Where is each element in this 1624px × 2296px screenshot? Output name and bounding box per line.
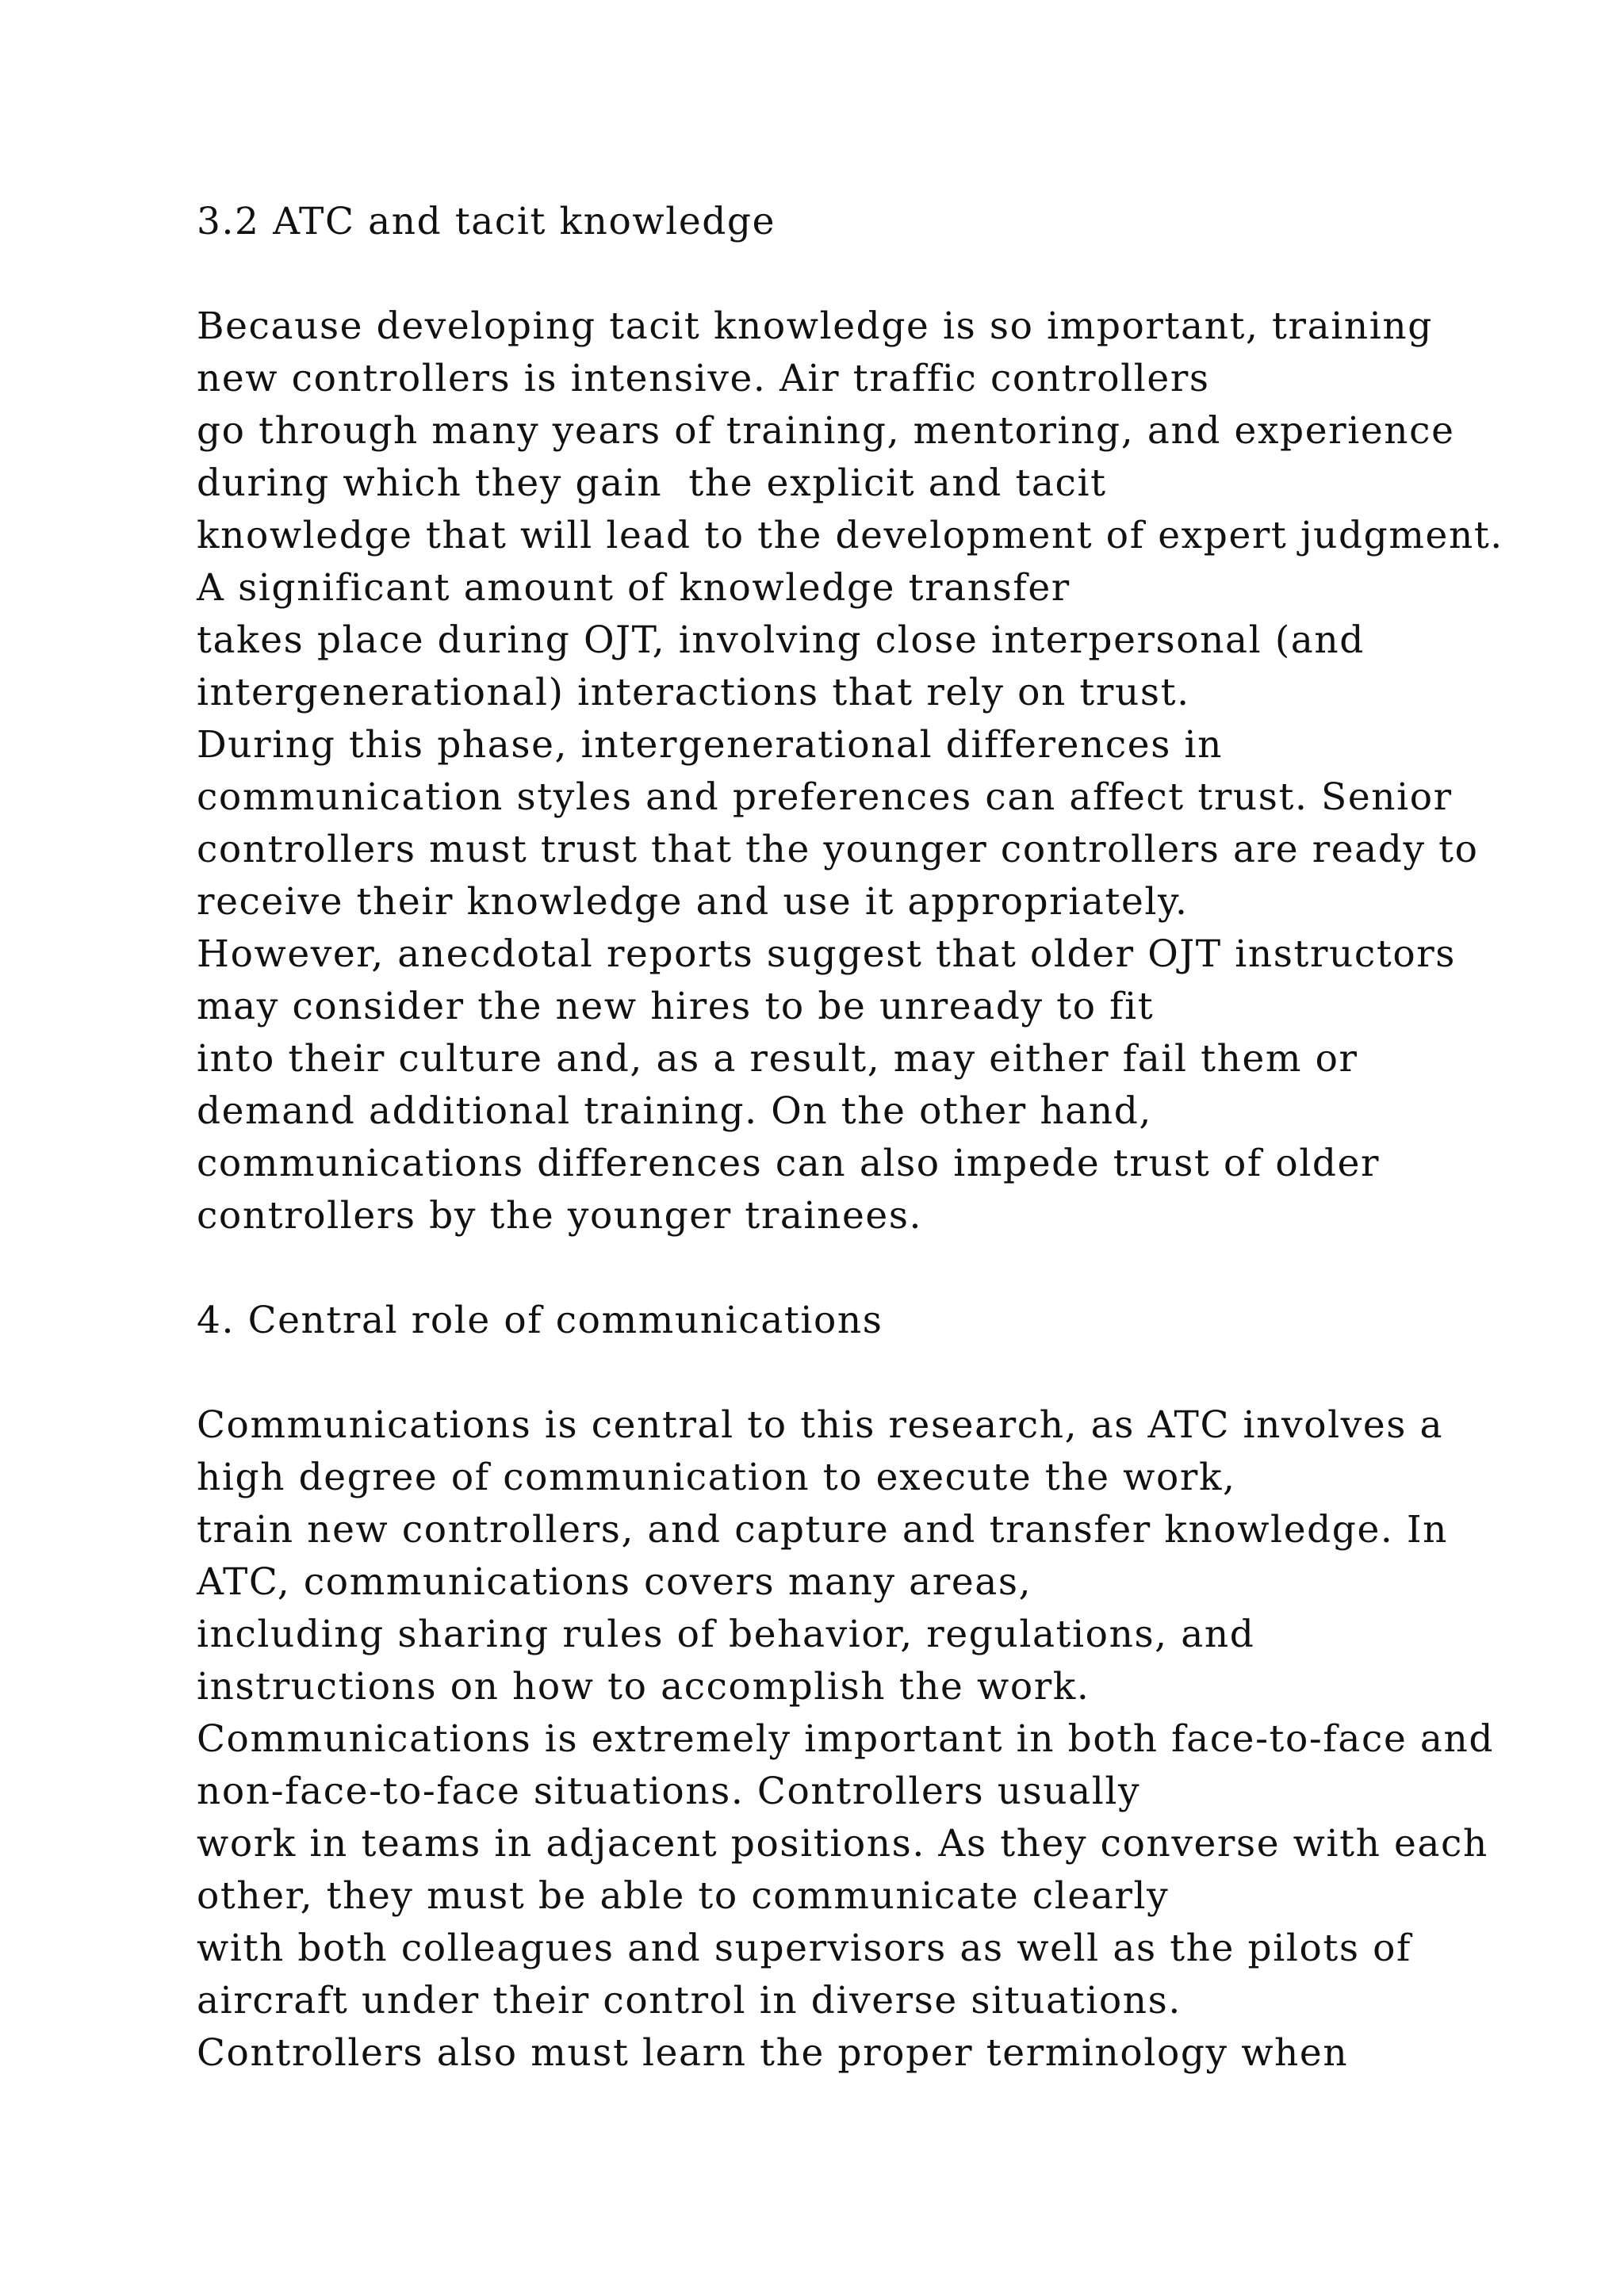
paragraph-line: communications differences can also impede trust of older [197,1142,1381,1185]
paragraph-line: Communications is extremely important in both face-to-face and [197,1717,1495,1761]
paragraph-line: communication styles and preferences can affect trust. Senior [197,775,1453,819]
paragraph-line: demand additional training. On the other hand, [197,1089,1152,1133]
paragraph-line: non-face-to-face situations. Controllers usually [197,1770,1141,1813]
paragraph-line: A significant amount of knowledge transfer [197,566,1071,610]
paragraph-line: receive their knowledge and use it appropriately. [197,880,1189,924]
paragraph-line: including sharing rules of behavior, regulations, and [197,1613,1255,1656]
paragraph-line: work in teams in adjacent positions. As they converse with each [197,1822,1488,1866]
paragraph-line: Communications is central to this research, as ATC involves a [197,1403,1444,1447]
paragraph-line: However, anecdotal reports suggest that older OJT instructors [197,932,1457,976]
paragraph-line: takes place during OJT, involving close interpersonal (and [197,618,1365,662]
paragraph-line: aircraft under their control in diverse situations. [197,1979,1182,2022]
paragraph-line: other, they must be able to communicate clearly [197,1874,1170,1918]
paragraph-line: Controllers also must learn the proper terminology when [197,2031,1349,2075]
paragraph-line: new controllers is intensive. Air traffic controllers [197,357,1210,400]
paragraph-line: with both colleagues and supervisors as well as the pilots of [197,1927,1411,1970]
paragraph-line: During this phase, intergenerational differences in [197,723,1223,767]
paragraph-line: into their culture and, as a result, may either fail them or [197,1037,1358,1081]
paragraph-line: Because developing tacit knowledge is so important, training [197,304,1433,348]
paragraph-line: intergenerational) interactions that rely on trust. [197,671,1190,714]
paragraph-line: controllers must trust that the younger controllers are ready to [197,828,1479,871]
paragraph-line: instructions on how to accomplish the work. [197,1665,1090,1709]
paragraph-line: go through many years of training, mentoring, and experience [197,409,1455,453]
paragraph-line: may consider the new hires to be unready to fit [197,985,1155,1028]
paragraph-line: train new controllers, and capture and transfer knowledge. In [197,1508,1449,1552]
section-heading: 3.2 ATC and tacit knowledge [197,200,776,243]
section-heading: 4. Central role of communications [197,1299,883,1342]
paragraph-line: during which they gain the explicit and tacit [197,461,1107,505]
paragraph-line: high degree of communication to execute the work, [197,1456,1236,1499]
paragraph-line: controllers by the younger trainees. [197,1194,923,1238]
document-text [197,0,1608,2075]
paragraph-line: knowledge that will lead to the development of expert judgment. [197,514,1503,557]
paragraph-line: ATC, communications covers many areas, [197,1560,1032,1604]
